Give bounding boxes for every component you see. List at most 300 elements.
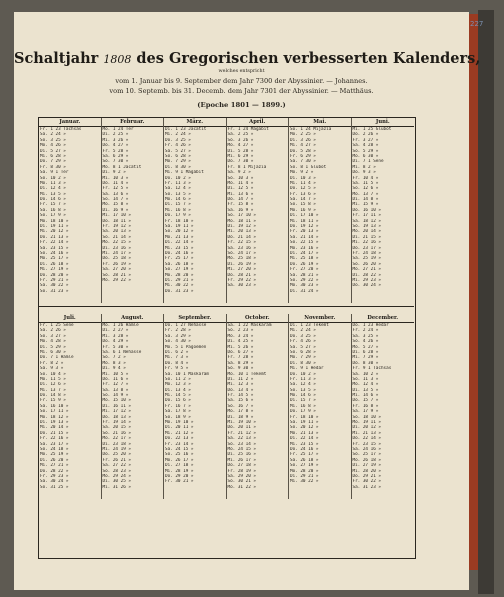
day-row: Di. 6 28 » xyxy=(352,349,379,355)
day-row: Mi. 3 26 » xyxy=(102,137,129,143)
day-row: Fr. 15 8 » xyxy=(227,202,254,208)
day-row: Do. 11 4 » xyxy=(102,180,129,186)
day-row: Fr. 8 1 Mijazia xyxy=(227,164,267,170)
day-row: So. 17 9 » xyxy=(40,213,66,219)
day-row: Sa. 2 25 » xyxy=(227,132,254,138)
day-row: Do. 4 29 » xyxy=(102,339,129,345)
day-row: Sa. 27 22 » xyxy=(102,463,131,469)
day-row: Do. 11 6 » xyxy=(102,376,129,382)
day-row: Mi. 28 20 » xyxy=(352,468,381,474)
month-column xyxy=(289,314,352,499)
day-row: Sa. 14 7 » xyxy=(290,197,316,203)
day-row: Sa. 10 2 » xyxy=(352,371,379,377)
day-row: Mo. 17 8 » xyxy=(227,409,254,415)
day-row: Sa. 15 6 » xyxy=(227,398,254,404)
day-row: Di. 1 23 Jacatit xyxy=(165,127,207,132)
day-row: So. 18 9 » xyxy=(165,414,191,420)
day-row: Mi. 19 10 » xyxy=(227,420,256,426)
month-header: September. xyxy=(164,314,226,323)
day-row: Mo. 8 3 » xyxy=(102,360,126,366)
day-row: Fr. 25 17 » xyxy=(290,452,319,458)
day-row: Di. 26 19 » xyxy=(227,261,256,267)
day-row: Mi. 30 22 » xyxy=(290,479,319,485)
day-row: Mo. 26 18 » xyxy=(352,457,381,463)
day-row: So. 20 12 » xyxy=(165,229,194,235)
day-row: Mi. 24 17 » xyxy=(102,250,131,256)
day-row: Fr. 19 14 » xyxy=(102,420,131,426)
month-column xyxy=(227,118,290,303)
day-row: Sa. 13 8 » xyxy=(102,387,129,393)
day-row: Mi. 23 15 » xyxy=(165,245,194,251)
day-row: Mi. 28 19 » xyxy=(165,468,194,474)
day-row: Mi. 5 26 » xyxy=(227,344,254,350)
day-row: Do. 31 23 » xyxy=(165,288,194,294)
day-row: Mi. 17 10 » xyxy=(102,213,131,219)
day-row: Di. 5 27 » xyxy=(40,148,66,154)
day-row: Sa. 22 13 » xyxy=(227,436,256,442)
day-row: Mi. 20 12 » xyxy=(40,229,69,235)
day-row: So. 30 21 » xyxy=(227,479,256,485)
month-header: Februar. xyxy=(102,118,164,127)
day-row: Di. 25 16 » xyxy=(227,452,256,458)
day-row: Mi. 30 22 » xyxy=(165,283,194,289)
day-row: Di. 12 6 » xyxy=(40,382,66,388)
day-row: Mo. 9 2 » xyxy=(290,170,314,176)
day-row: So. 11 2 » xyxy=(165,376,191,382)
day-row: Do. 25 18 » xyxy=(102,256,131,262)
day-row: Mo. 22 15 » xyxy=(102,240,131,246)
day-row: Mo. 15 8 » xyxy=(102,202,129,208)
day-row: So. 21 14 » xyxy=(102,234,131,240)
day-row: Fr. 19 12 » xyxy=(102,224,131,230)
day-row: Di. 9 4 » xyxy=(102,366,126,372)
day-row: Mo. 16 9 » xyxy=(290,207,316,213)
day-row: Do. 23 17 » xyxy=(352,245,381,251)
day-row: Fr. 30 22 » xyxy=(352,479,381,485)
day-row: So. 6 28 » xyxy=(165,153,191,159)
day-row: Di. 5 29 » xyxy=(40,344,66,350)
day-row: So. 12 6 » xyxy=(352,186,379,192)
day-row: Sa. 10 1 Maskaram xyxy=(165,371,209,377)
day-row: Mi. 14 6 » xyxy=(352,393,379,399)
day-row: Di. 1 23 Tekemt xyxy=(290,323,329,328)
day-row: So. 9 30 » xyxy=(227,366,254,372)
day-row: Do. 7 30 » xyxy=(227,159,254,165)
day-row: So. 16 7 » xyxy=(227,403,254,409)
day-row: Do. 28 20 » xyxy=(40,272,69,278)
day-row: So. 27 19 » xyxy=(165,267,194,273)
day-row: Mo. 18 12 » xyxy=(40,414,69,420)
day-row: So. 24 18 » xyxy=(40,446,69,452)
day-row: Fr. 22 16 » xyxy=(40,436,69,442)
day-row: Sa. 3 25 » xyxy=(352,333,379,339)
day-row: Mo. 14 6 » xyxy=(165,197,191,203)
page-title xyxy=(14,50,481,67)
day-row: Do. 30 24 » xyxy=(352,283,381,289)
day-row: Mi. 18 11 » xyxy=(290,218,319,224)
day-row: Sa. 21 14 » xyxy=(290,234,319,240)
day-row: So. 24 17 » xyxy=(227,250,256,256)
day-row: Mi. 21 13 » xyxy=(352,430,381,436)
day-row: Sa. 24 16 » xyxy=(352,446,381,452)
day-row: Do. 3 25 » xyxy=(165,137,191,143)
day-row: Di. 29 21 » xyxy=(165,277,194,283)
day-row: Mi. 7 29 » xyxy=(352,355,379,361)
day-row: Mi. 1 25 Glubot xyxy=(352,127,392,132)
day-row: Mo. 18 10 » xyxy=(40,218,69,224)
day-row: Di. 29 21 » xyxy=(290,473,319,479)
month-header: December. xyxy=(352,314,415,323)
day-row: Mi. 6 28 » xyxy=(40,153,66,159)
day-row: Fr. 7 28 » xyxy=(227,355,254,361)
day-row: So. 8 1 Glubot xyxy=(290,164,327,170)
day-row: Mi. 7 3 » xyxy=(165,355,189,361)
month-column xyxy=(102,314,165,499)
day-row: Mo. 18 11 » xyxy=(227,218,256,224)
day-row: Do. 7 29 » xyxy=(40,159,66,165)
day-row: So. 17 11 » xyxy=(40,409,69,415)
day-row: Di. 21 15 » xyxy=(352,234,381,240)
month-column xyxy=(352,118,415,303)
day-row: So. 15 8 » xyxy=(290,202,316,208)
day-row: Mo. 25 18 » xyxy=(227,256,256,262)
day-row: Di. 8 30 » xyxy=(290,360,316,366)
day-row: Fr. 1 24 Magabit xyxy=(227,127,269,132)
day-row: Di. 4 25 » xyxy=(227,339,254,345)
day-row: Do. 18 11 » xyxy=(102,218,131,224)
day-row: Sa. 16 9 » xyxy=(227,207,254,213)
day-row: Sa. 23 16 » xyxy=(227,245,256,251)
day-row: Di. 22 14 » xyxy=(165,240,194,246)
day-row: Do. 15 6 » xyxy=(165,398,191,404)
day-row: Fr. 30 21 » xyxy=(165,479,194,485)
day-row: So. 24 16 » xyxy=(40,250,69,256)
day-row: Do. 22 14 » xyxy=(352,436,381,442)
day-row: Mo. 12 3 » xyxy=(165,382,191,388)
day-row: Fr. 8 2 » xyxy=(40,360,64,366)
day-row: Do. 10 2 » xyxy=(165,175,191,181)
day-row: Sa. 9 2 » xyxy=(227,170,251,176)
day-row: So. 3 27 » xyxy=(40,333,66,339)
day-row: Di. 16 11 » xyxy=(102,403,131,409)
day-row: Di. 15 7 » xyxy=(165,202,191,208)
day-row: Di. 27 19 » xyxy=(352,463,381,469)
day-row: Di. 9 2 » xyxy=(102,170,126,176)
day-row: Mi. 13 5 » xyxy=(40,191,66,197)
day-row: Mo. 12 4 » xyxy=(352,382,379,388)
day-row: Di. 14 8 » xyxy=(352,197,379,203)
day-row: Do. 3 25 » xyxy=(290,333,316,339)
day-row: Sa. 23 17 » xyxy=(40,441,69,447)
day-row: Mi. 25 18 » xyxy=(290,256,319,262)
month-column xyxy=(164,118,227,303)
day-row: Fr. 18 10 » xyxy=(290,414,319,420)
day-row: So. 17 10 » xyxy=(227,213,256,219)
day-row: Do. 22 13 » xyxy=(165,436,194,442)
month-header: April. xyxy=(227,118,289,127)
day-row: Fr. 25 17 » xyxy=(165,256,194,262)
day-row: So. 28 21 » xyxy=(102,272,131,278)
day-row: Mo. 15 10 » xyxy=(102,398,131,404)
day-row: So. 14 7 » xyxy=(102,197,129,203)
day-row: Do. 28 22 » xyxy=(40,468,69,474)
day-row: Fr. 22 14 » xyxy=(40,240,69,246)
day-row: Fr. 15 9 » xyxy=(40,398,66,404)
day-row: Sa. 20 13 » xyxy=(102,229,131,235)
day-row: Sa. 7 30 » xyxy=(290,159,316,165)
day-row: Mo. 25 19 » xyxy=(40,452,69,458)
folio-number: 227 xyxy=(470,20,484,28)
month-column xyxy=(164,314,227,499)
day-row: So. 3 25 » xyxy=(40,137,66,143)
day-row: So. 28 23 » xyxy=(102,468,131,474)
day-row: Sa. 9 3 » xyxy=(40,366,64,372)
month-header: October. xyxy=(227,314,289,323)
book-edge-red xyxy=(469,14,478,570)
day-row: Mo. 3 24 » xyxy=(227,333,254,339)
day-row: Mo. 7 29 » xyxy=(290,355,316,361)
day-row: Do. 17 9 » xyxy=(165,213,191,219)
day-row: Di. 16 9 » xyxy=(102,207,129,213)
day-row: Sa. 18 12 » xyxy=(352,218,381,224)
day-row: Sa. 1 22 Maskaram xyxy=(227,323,272,328)
day-row: Di. 20 12 » xyxy=(352,425,381,431)
day-row: So. 13 5 » xyxy=(165,191,191,197)
day-row: Do. 12 5 » xyxy=(290,186,316,192)
day-row: So. 19 13 » xyxy=(352,224,381,230)
day-row: Mi. 3 28 » xyxy=(102,333,129,339)
day-row: Mi. 27 19 » xyxy=(40,267,69,273)
day-row: Sa. 30 24 » xyxy=(40,479,69,485)
day-row: Mi. 13 7 » xyxy=(40,387,66,393)
day-row: Do. 28 21 » xyxy=(227,272,256,278)
day-row: Mi. 27 20 » xyxy=(227,267,256,273)
day-row: So. 6 28 » xyxy=(290,349,316,355)
day-row: Sa. 9 1 Ter xyxy=(40,170,69,176)
day-row: Di. 7 1 Sene xyxy=(352,159,384,165)
day-row: Mi. 8 2 » xyxy=(352,164,376,170)
day-row: Mo. 14 6 » xyxy=(290,393,316,399)
day-row: Do. 21 15 » xyxy=(40,430,69,436)
day-row: Fr. 18 10 » xyxy=(165,218,194,224)
month-column xyxy=(227,314,290,499)
calendar-table xyxy=(38,117,416,559)
title-rest: des Gregorischen verbesserten Kalenders, xyxy=(136,50,481,67)
day-row: So. 14 9 » xyxy=(102,393,129,399)
day-row: Do. 10 2 » xyxy=(290,371,316,377)
title-prefix: Schaltjahr xyxy=(14,50,99,67)
day-row: Fr. 4 26 » xyxy=(290,339,316,345)
day-row: Fr. 9 1 Tachsas xyxy=(352,366,392,372)
day-row: Di. 6 2 » xyxy=(165,349,189,355)
month-column xyxy=(39,118,102,303)
month-column xyxy=(102,118,165,303)
day-row: Fr. 10 4 » xyxy=(352,175,379,181)
day-row: Do. 29 21 » xyxy=(352,473,381,479)
day-row: Mo. 1 26 Hamle xyxy=(102,323,139,328)
day-row: Mi. 6 30 » xyxy=(40,349,66,355)
day-row: Fr. 26 19 » xyxy=(102,261,131,267)
day-row: Mi. 16 8 » xyxy=(165,207,191,213)
day-row: Di. 17 10 » xyxy=(290,213,319,219)
day-row: Fr. 11 3 » xyxy=(290,376,316,382)
day-row: Di. 20 11 » xyxy=(165,425,194,431)
day-row: Fr. 26 21 » xyxy=(102,457,131,463)
book-spine-dark xyxy=(478,10,494,594)
day-row: Mi. 24 19 » xyxy=(102,446,131,452)
day-row: So. 26 20 » xyxy=(352,261,381,267)
day-row: Do. 7 1 Hamle xyxy=(40,355,74,361)
day-row: Do. 27 18 » xyxy=(227,463,256,469)
day-row: Do. 19 12 » xyxy=(290,224,319,230)
calendar-first-half xyxy=(39,118,414,303)
day-row: Mo. 31 22 » xyxy=(227,484,256,490)
day-row: Di. 28 22 » xyxy=(352,272,381,278)
day-row: Di. 15 7 » xyxy=(290,398,316,404)
day-row: Di. 24 17 » xyxy=(290,250,319,256)
day-row: Mo. 2 25 » xyxy=(290,132,316,138)
day-row: So. 20 12 » xyxy=(290,425,319,431)
month-column xyxy=(352,314,415,499)
day-row: Fr. 27 20 » xyxy=(290,267,319,273)
day-row: Mi. 16 8 » xyxy=(290,403,316,409)
day-row: Sa. 19 11 » xyxy=(290,420,319,426)
day-row: So. 31 23 » xyxy=(40,288,69,294)
day-row: Do. 20 11 » xyxy=(227,425,256,431)
day-row: So. 4 30 » xyxy=(165,339,191,345)
day-row: Di. 23 16 » xyxy=(102,245,131,251)
day-row: Mo. 19 10 » xyxy=(165,420,194,426)
day-row: Mi. 17 12 » xyxy=(102,409,131,415)
day-row: Mi. 9 1 Magabit xyxy=(165,170,204,176)
day-row: So. 29 22 » xyxy=(290,277,319,283)
day-row: Fr. 23 14 » xyxy=(165,441,194,447)
day-row: Do. 2 26 » xyxy=(352,132,379,138)
day-row: So. 10 3 » xyxy=(227,175,254,181)
day-row: Sa. 26 18 » xyxy=(165,261,194,267)
calendar-second-half xyxy=(39,314,414,499)
day-row: Mo. 27 21 » xyxy=(352,267,381,273)
day-row: Di. 26 20 » xyxy=(40,457,69,463)
day-row: Mo. 11 5 » xyxy=(40,376,66,382)
day-row: Di. 2 27 » xyxy=(102,328,129,334)
day-row: Sa. 17 8 » xyxy=(165,409,191,415)
day-row: Di. 13 4 » xyxy=(165,387,191,393)
day-row: Di. 10 3 » xyxy=(290,175,316,181)
day-row: Fr. 24 18 » xyxy=(352,250,381,256)
day-row: Sa. 6 1 Nehasse xyxy=(102,349,142,355)
day-row: Di. 18 9 » xyxy=(227,414,254,420)
day-row: Mi. 23 15 » xyxy=(290,441,319,447)
day-row: So. 7 2 » xyxy=(102,355,126,361)
day-row: Sa. 24 15 » xyxy=(165,446,194,452)
day-row: Sa. 2 26 » xyxy=(40,328,66,334)
day-row: Mo. 1 24 Ter xyxy=(102,127,134,132)
day-row: Fr. 23 15 » xyxy=(352,441,381,447)
day-row: Do. 1 23 Hedar xyxy=(352,323,389,328)
day-row: So. 21 16 » xyxy=(102,430,131,436)
day-row: So. 10 4 » xyxy=(40,371,66,377)
day-row: Mi. 20 14 » xyxy=(40,425,69,431)
day-row: Mo. 20 14 » xyxy=(352,229,381,235)
day-row: Di. 12 5 » xyxy=(227,186,254,192)
day-row: Di. 11 2 » xyxy=(227,376,254,382)
day-row: Mi. 14 5 » xyxy=(165,393,191,399)
day-row: Mo. 8 1 Jacatit xyxy=(102,164,142,170)
month-header: August. xyxy=(102,314,164,323)
day-row: Mo. 5 1 Pagoemen xyxy=(165,344,207,350)
day-row: Mo. 28 20 » xyxy=(290,468,319,474)
day-row: Sa. 13 6 » xyxy=(102,191,129,197)
day-row: Fr. 11 3 » xyxy=(165,180,191,186)
day-row: Fr. 12 7 » xyxy=(102,382,129,388)
day-row: Mo. 26 17 » xyxy=(165,457,194,463)
day-row: Mo. 25 17 » xyxy=(40,256,69,262)
day-row: Di. 8 30 » xyxy=(165,164,191,170)
day-row: Mi. 27 21 » xyxy=(40,463,69,469)
day-row: Mo. 29 22 » xyxy=(102,277,131,283)
correspondence-line-1: vom 1. Januar bis 9. September dem Jahr 7300 der Abyssinier. — Johannes. xyxy=(115,77,368,85)
day-row: Mo. 11 4 » xyxy=(227,180,254,186)
day-row: Mi. 21 12 » xyxy=(165,430,194,436)
day-row: Sa. 2 24 » xyxy=(40,132,66,138)
day-row: Sa. 8 29 » xyxy=(227,360,254,366)
day-row: So. 27 19 » xyxy=(290,463,319,469)
day-row: So. 11 3 » xyxy=(352,376,379,382)
day-row: Mo. 7 29 » xyxy=(165,159,191,165)
epoch-line: (Epoche 1801 — 1899.) xyxy=(197,101,286,109)
day-row: Sa. 3 29 » xyxy=(165,333,191,339)
day-row: So. 2 23 » xyxy=(227,328,254,334)
day-row: Do. 5 28 » xyxy=(290,148,316,154)
day-row: Do. 13 4 » xyxy=(227,387,254,393)
day-row: Di. 27 18 » xyxy=(165,463,194,469)
day-row: Fr. 5 30 » xyxy=(102,344,129,350)
day-row: Sa. 26 18 » xyxy=(290,457,319,463)
day-row: Mo. 23 16 » xyxy=(290,245,319,251)
month-header: Juni. xyxy=(352,118,415,127)
day-row: Sa. 19 11 » xyxy=(165,224,194,230)
day-row: Do. 24 16 » xyxy=(165,250,194,256)
day-row: Mo. 6 30 » xyxy=(352,153,379,159)
day-row: Di. 3 26 » xyxy=(290,137,316,143)
month-header: Januar. xyxy=(39,118,101,127)
day-row: Mi. 4 27 » xyxy=(290,143,316,149)
day-row: Mo. 4 28 » xyxy=(40,339,66,345)
day-row: Sa. 12 4 » xyxy=(165,186,191,192)
day-row: Do. 14 8 » xyxy=(40,393,66,399)
day-row: Fr. 20 13 » xyxy=(290,229,319,235)
day-row: Mo. 5 27 » xyxy=(352,344,379,350)
day-row: Sa. 28 21 » xyxy=(290,272,319,278)
day-row: Di. 12 4 » xyxy=(40,186,66,192)
day-row: Sa. 16 10 » xyxy=(40,403,69,409)
day-row: Do. 14 6 » xyxy=(40,197,66,203)
day-row: Fr. 5 28 » xyxy=(102,148,129,154)
day-row: Sa. 20 15 » xyxy=(102,425,131,431)
day-row: Sa. 6 29 » xyxy=(102,153,129,159)
day-row: Fr. 14 5 » xyxy=(227,393,254,399)
day-row: Do. 8 30 » xyxy=(352,360,379,366)
day-row: Di. 2 25 » xyxy=(102,132,129,138)
day-row: So. 3 26 » xyxy=(227,137,254,143)
day-row: Fr. 2 28 » xyxy=(165,328,191,334)
day-row: Mo. 19 11 » xyxy=(352,420,381,426)
day-row: Mi. 12 3 » xyxy=(227,382,254,388)
day-row: So. 1 24 Mijazia xyxy=(290,127,332,132)
day-row: Do. 16 10 » xyxy=(352,207,381,213)
day-row: Fr. 1 25 Sene xyxy=(40,323,74,328)
